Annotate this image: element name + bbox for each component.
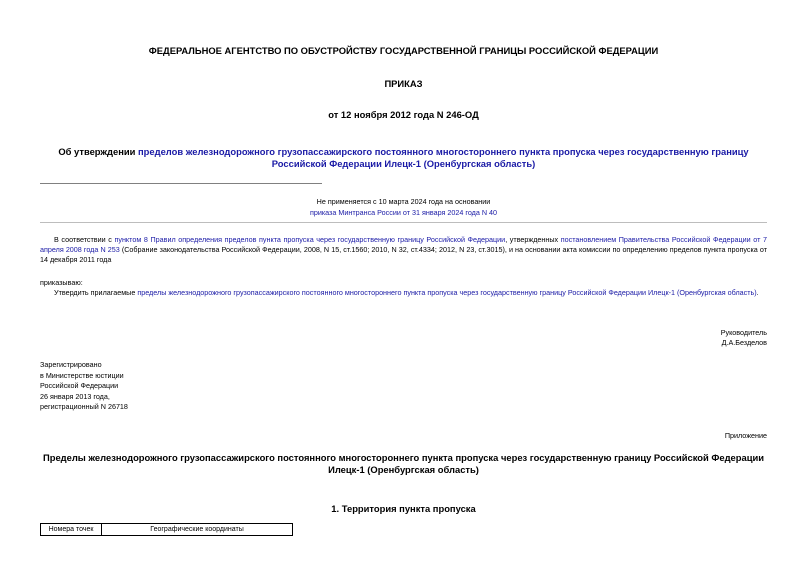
- approve-link[interactable]: пределы железнодорожного грузопассажирского постоянного многостороннего пункта пропуска через государственную границу Российской Федерации Илецк-1 (Оренбургская область): [137, 288, 757, 297]
- notice-text: Не применяется с 10 марта 2024 года на основании: [316, 197, 491, 206]
- orders-label: приказываю:: [40, 278, 83, 287]
- rules-link[interactable]: пунктом 8 Правил определения пределов пункта пропуска через государственную границу Российской Федерации: [114, 235, 506, 244]
- registration-line: регистрационный N 26718: [40, 402, 128, 411]
- table-header-row: [41, 524, 293, 536]
- approve-paragraph: [54, 288, 767, 297]
- status-notice: [40, 196, 767, 218]
- registration-line: 26 января 2013 года,: [40, 391, 110, 401]
- signature-block: [721, 328, 767, 348]
- approve-prefix: Утвердить прилагаемые: [54, 288, 138, 297]
- preamble-text-1: В соответствии с: [54, 235, 115, 244]
- preamble-text-3: (Собрание законодательства Российской Федерации, 2008, N 15, ст.1560; 2010, N 32, ст.4334; 2012, N 23, ст.3015), и на основании акта комиссии по определению пределов пункта пропуска от 14 декабря 2011 года: [40, 245, 767, 264]
- preamble-paragraph: [40, 235, 767, 265]
- section-heading: 1. Территория пункта пропуска: [331, 503, 476, 514]
- document-type: ПРИКАЗ: [384, 78, 423, 89]
- registration-line: Российской Федерации: [40, 381, 119, 390]
- registration-block: [40, 360, 128, 413]
- divider-short: [40, 183, 322, 184]
- notice-link[interactable]: приказа Минтранса России от 31 января 2024 года N 40: [309, 208, 498, 217]
- signature-name: Д.А.Безделов: [721, 338, 767, 347]
- preamble-text-2: , утвержденных: [505, 235, 561, 244]
- resolution-link[interactable]: постановлением Правительства Российской Федерации от 7 апреля 2008 года N 253: [40, 235, 767, 254]
- approve-suffix: .: [756, 288, 759, 297]
- registration-line: в Министерстве юстиции: [40, 370, 124, 380]
- table-header-cell: Географические координаты: [102, 524, 293, 536]
- agency-name: ФЕДЕРАЛЬНОЕ АГЕНТСТВО ПО ОБУСТРОЙСТВУ ГОСУДАРСТВЕННОЙ ГРАНИЦЫ РОССИЙСКОЙ ФЕДЕРАЦИИ: [148, 45, 659, 56]
- appendix-title: Пределы железнодорожного грузопассажирского постоянного многостороннего пункта пропуска через государственную границу Российской Федерации Илецк-1 (Оренбургская область): [43, 452, 764, 475]
- document-date-number: от 12 ноября 2012 года N 246-ОД: [328, 109, 479, 120]
- appendix-label: Приложение: [724, 431, 767, 440]
- title-link[interactable]: пределов железнодорожного грузопассажирского постоянного многостороннего пункта пропуска через государственную границу Российской Федерации Илецк-1 (Оренбургская область): [138, 146, 749, 169]
- signature-role: Руководитель: [720, 328, 767, 337]
- title-prefix: Об утверждении: [58, 146, 139, 157]
- document-title: [40, 146, 767, 170]
- registration-line: Зарегистрировано: [40, 360, 102, 369]
- table-header-cell: Номера точек: [41, 524, 102, 536]
- divider-long: [40, 222, 767, 223]
- coordinates-table: [40, 523, 293, 536]
